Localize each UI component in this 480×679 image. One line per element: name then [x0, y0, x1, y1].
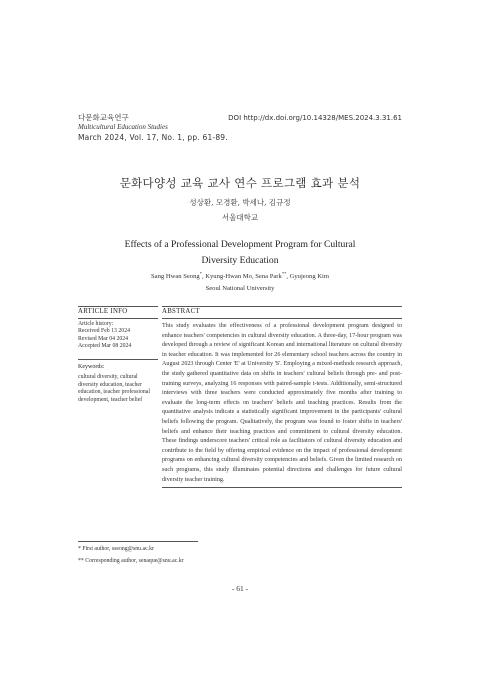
- issue-info: March 2024, Vol. 17, No. 1, pp. 61-89.: [78, 133, 228, 142]
- abstract-text: This study evaluates the effectiveness of a professional development program designed to enhance teachers' competencies in cultural diversity education. A three-day, 17-hour program was developed through a review of significant Korean and international literature on cultural diversity in teacher education. It was implemented for 26 elementary school teachers across the country in August 2023 through Center 'E' at University 'S'. Employing a mixed-methods research approach, the study gathered quantitative data on shifts in teachers' cultural beliefs through pre- and post-training surveys, analyzing 16 responses with paired-sample t-tests. Additionally, semi-structured interviews with three teachers were conducted approximately five months after training to evaluate the long-term effects on teachers' beliefs and teaching practices. Results from the quantitative analysis indicate a statistically significant improvement in the participants' cultural beliefs following the program. Qualitatively, the program was found to foster shifts in teachers' beliefs and enhance their teaching practices and commitment to cultural diversity education. These findings underscore teachers' critical role as facilitators of cultural diversity education and contribute to the field by offering empirical evidence on the impact of professional development programs on enhancing cultural diversity competencies and beliefs. Given the limited research on such programs, this study illuminates potential directions and challenges for future cultural diversity teacher training.: [162, 323, 402, 483]
- author-1-mark: *: [199, 271, 202, 276]
- author-1: Sang Hwan Seong: [150, 273, 200, 281]
- affiliation-korean: 서울대학교: [221, 213, 259, 222]
- abstract-column: [162, 306, 402, 488]
- footnote-first-author: * First author, sseong@snu.ac.kr: [78, 546, 154, 552]
- abstract-bottom-rule: [162, 487, 402, 488]
- doi-link[interactable]: DOI http://dx.doi.org/10.14328/MES.2024.3.31.61: [228, 114, 402, 122]
- keywords-section: [78, 359, 158, 404]
- affiliation-english: Seoul National University: [205, 285, 275, 292]
- article-info-column: [78, 306, 158, 405]
- journal-name-korean: 다문화교육연구: [78, 113, 129, 122]
- article-history: [78, 319, 158, 350]
- page-number: - 61 -: [231, 584, 249, 593]
- history-revised: Revised Mar 04 2024: [78, 335, 129, 342]
- history-accepted: Accepted Mar 08 2024: [78, 342, 132, 349]
- author-2-3: , Kyung-Hwan Mo, Sena Park: [201, 273, 282, 281]
- abstract-heading: ABSTRACT: [162, 306, 402, 319]
- author-3-mark: **: [281, 271, 287, 276]
- footnote-corresponding-author: ** Corresponding author, senaque@snu.ac.kr: [78, 558, 184, 564]
- article-info-heading: ARTICLE INFO: [78, 306, 158, 319]
- author-4: , Gyujeong Kim: [286, 273, 329, 281]
- journal-name-english: Multicultural Education Studies: [78, 123, 168, 131]
- title-korean: 문화다양성 교육 교사 연수 프로그램 효과 분석: [119, 176, 361, 190]
- keywords-heading: Keywords:: [78, 364, 105, 371]
- title-english: Effects of a Professional Development Program for Cultural Diversity Education: [124, 239, 356, 266]
- authors-english: [0, 271, 480, 280]
- keywords-list: cultural diversity, cultural diversity education, teacher education, teacher professional development, teacher belief: [78, 374, 150, 403]
- footnote-divider: [78, 541, 198, 542]
- authors-korean: 성상환, 모경환, 박세나, 김규정: [189, 198, 291, 207]
- history-label: Article history:: [78, 321, 114, 327]
- history-received: Received Feb 13 2024: [78, 328, 130, 335]
